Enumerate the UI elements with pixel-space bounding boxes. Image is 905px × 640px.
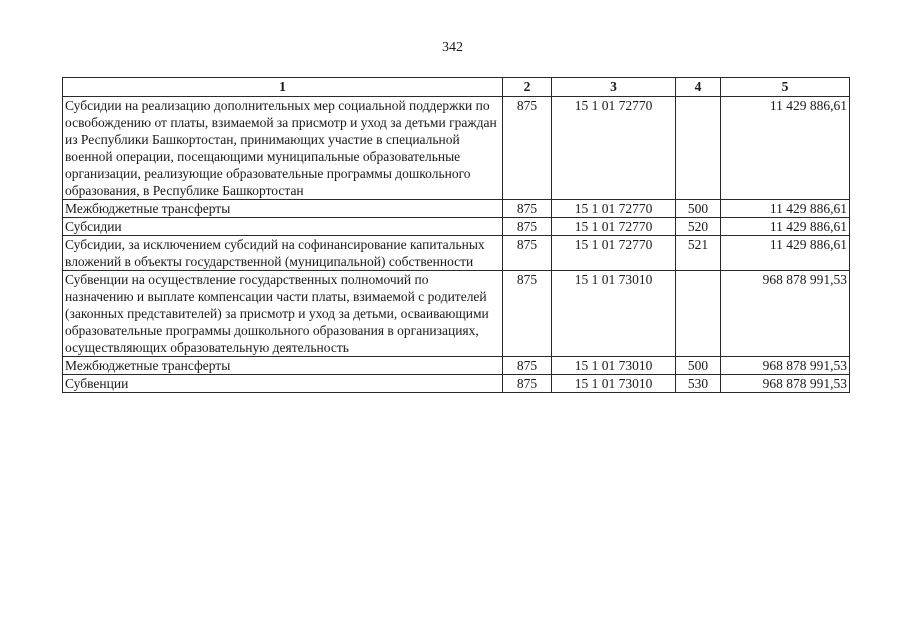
- row-name: Межбюджетные трансферты: [63, 357, 503, 375]
- header-col-1: 1: [63, 78, 503, 97]
- row-amount: 11 429 886,61: [721, 200, 850, 218]
- row-admin-code: 875: [503, 357, 552, 375]
- row-admin-code: 875: [503, 218, 552, 236]
- row-admin-code: 875: [503, 236, 552, 271]
- header-col-5: 5: [721, 78, 850, 97]
- row-expense-kind: 500: [676, 200, 721, 218]
- row-expense-kind: [676, 271, 721, 357]
- page-number: 342: [442, 40, 463, 55]
- row-admin-code: 875: [503, 97, 552, 200]
- table-row: [63, 218, 850, 236]
- table-row: [63, 200, 850, 218]
- row-amount: 968 878 991,53: [721, 375, 850, 393]
- row-target-code: 15 1 01 72770: [552, 200, 676, 218]
- table-row: [63, 97, 850, 200]
- row-target-code: 15 1 01 73010: [552, 375, 676, 393]
- table-row: [63, 375, 850, 393]
- row-name: Межбюджетные трансферты: [63, 200, 503, 218]
- row-name: Субвенции на осуществление государственных полномочий по назначению и выплате компенсации части платы, взимаемой с родителей (законных представителей) за присмотр и уход за детьми, осваивающими образовательные программы дошкольного образования в организациях, осуществляющих образовательную деятельность: [63, 271, 503, 357]
- table-header-row: [63, 78, 850, 97]
- row-admin-code: 875: [503, 375, 552, 393]
- row-expense-kind: 530: [676, 375, 721, 393]
- row-amount: 11 429 886,61: [721, 218, 850, 236]
- budget-table: [62, 77, 850, 393]
- row-target-code: 15 1 01 72770: [552, 218, 676, 236]
- row-amount: 968 878 991,53: [721, 271, 850, 357]
- row-expense-kind: 521: [676, 236, 721, 271]
- table-row: [63, 271, 850, 357]
- row-admin-code: 875: [503, 271, 552, 357]
- table-row: [63, 236, 850, 271]
- row-name: Субсидии, за исключением субсидий на софинансирование капитальных вложений в объекты государственной (муниципальной) собственности: [63, 236, 503, 271]
- row-target-code: 15 1 01 72770: [552, 97, 676, 200]
- row-amount: 11 429 886,61: [721, 236, 850, 271]
- header-col-4: 4: [676, 78, 721, 97]
- header-col-2: 2: [503, 78, 552, 97]
- row-target-code: 15 1 01 73010: [552, 271, 676, 357]
- row-expense-kind: 520: [676, 218, 721, 236]
- row-expense-kind: 500: [676, 357, 721, 375]
- row-amount: 968 878 991,53: [721, 357, 850, 375]
- table-row: [63, 357, 850, 375]
- row-name: Субсидии на реализацию дополнительных мер социальной поддержки по освобождению от платы, взимаемой за присмотр и уход за детьми граждан из Республики Башкортостан, принимающих участие в специальной военной операции, посещающими муниципальные образовательные организации, реализующие образовательные программы дошкольного образования, в Республике Башкортостан: [63, 97, 503, 200]
- row-target-code: 15 1 01 73010: [552, 357, 676, 375]
- row-admin-code: 875: [503, 200, 552, 218]
- row-name: Субвенции: [63, 375, 503, 393]
- row-name: Субсидии: [63, 218, 503, 236]
- header-col-3: 3: [552, 78, 676, 97]
- row-target-code: 15 1 01 72770: [552, 236, 676, 271]
- row-expense-kind: [676, 97, 721, 200]
- row-amount: 11 429 886,61: [721, 97, 850, 200]
